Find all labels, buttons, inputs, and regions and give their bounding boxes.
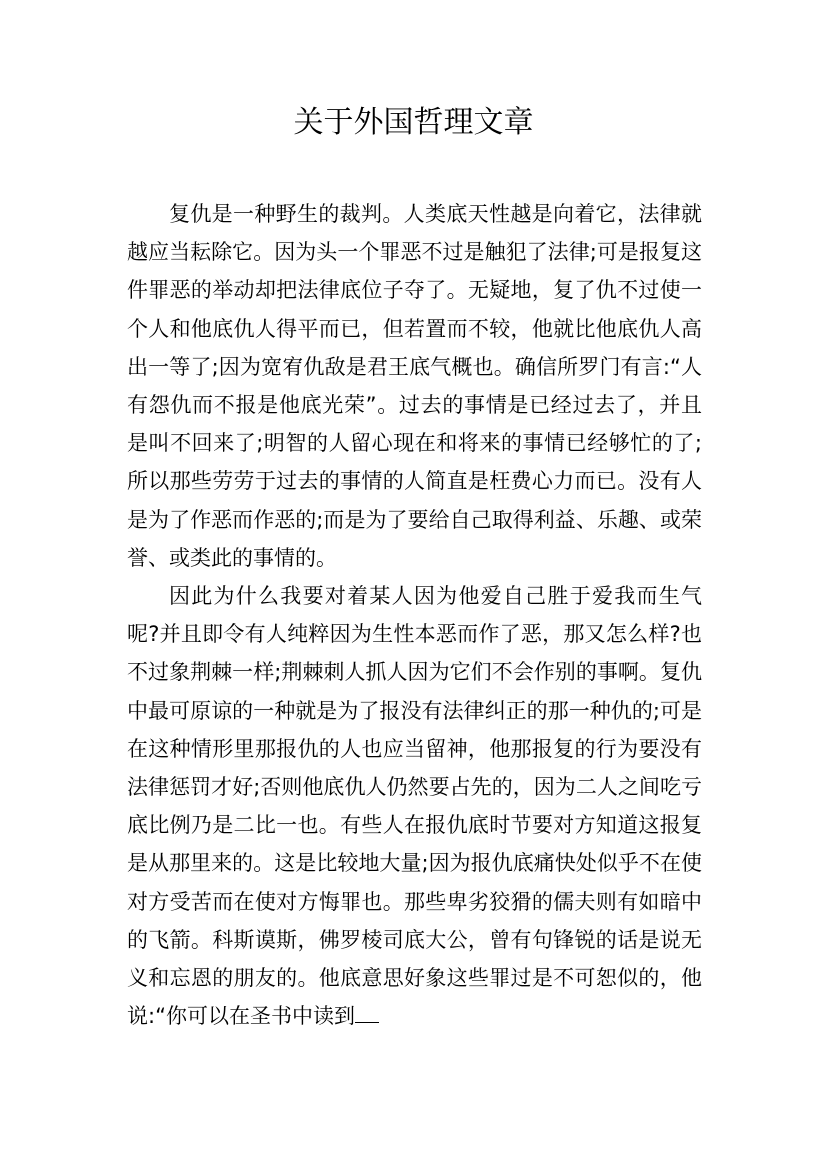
- paragraph-1: 复仇是一种野生的裁判。人类底天性越是向着它，法律就越应当耘除它。因为头一个罪恶不过是触犯了法律;可是报复这件罪恶的举动却把法律底位子夺了。无疑地，复了仇不过使一个人和他底仇人得平而已，但若置而不较，他就比他底仇人高出一等了;因为宽宥仇敌是君王底气概也。确信所罗门有言:“人有怨仇而不报是他底光荣”。过去的事情是已经过去了，并且是叫不回来了;明智的人留心现在和将来的事情已经够忙的了;所以那些劳劳于过去的事情的人简直是枉费心力而已。没有人是为了作恶而作恶的;而是为了要给自己取得利益、乐趣、或荣誉、或类此的事情的。: [127, 202, 702, 570]
- document-title: 关于外国哲理文章: [293, 105, 534, 140]
- paragraph-2-text: 因此为什么我要对着某人因为他爱自己胜于爱我而生气呢?并且即令有人纯粹因为生性本恶而作了恶，那又怎么样?也不过象荆棘一样;荆棘刺人抓人因为它们不会作别的事啊。复仇中最可原谅的一种就是为了报没有法律纠正的那一种仇的;可是在这种情形里那报仇的人也应当留神，他那报复的行为要没有法律惩罚才好;否则他底仇人仍然要占先的，因为二人之间吃亏底比例乃是二比一也。有些人在报仇底时节要对方知道这报复是从那里来的。这是比较地大量;因为报仇底痛快处似乎不在使对方受苦而在使对方悔罪也。那些卑劣狡猾的儒夫则有如暗中的飞箭。科斯谟斯，佛罗棱司底大公，曾有句锋锐的话是说无义和忘恩的朋友的。他底意思好象这些罪过是不可恕似的，他说:“你可以在圣书中读到: [127, 584, 702, 1029]
- document-body: [127, 195, 702, 1035]
- blank-underline: [355, 1001, 379, 1023]
- paragraph-2: [127, 577, 702, 1035]
